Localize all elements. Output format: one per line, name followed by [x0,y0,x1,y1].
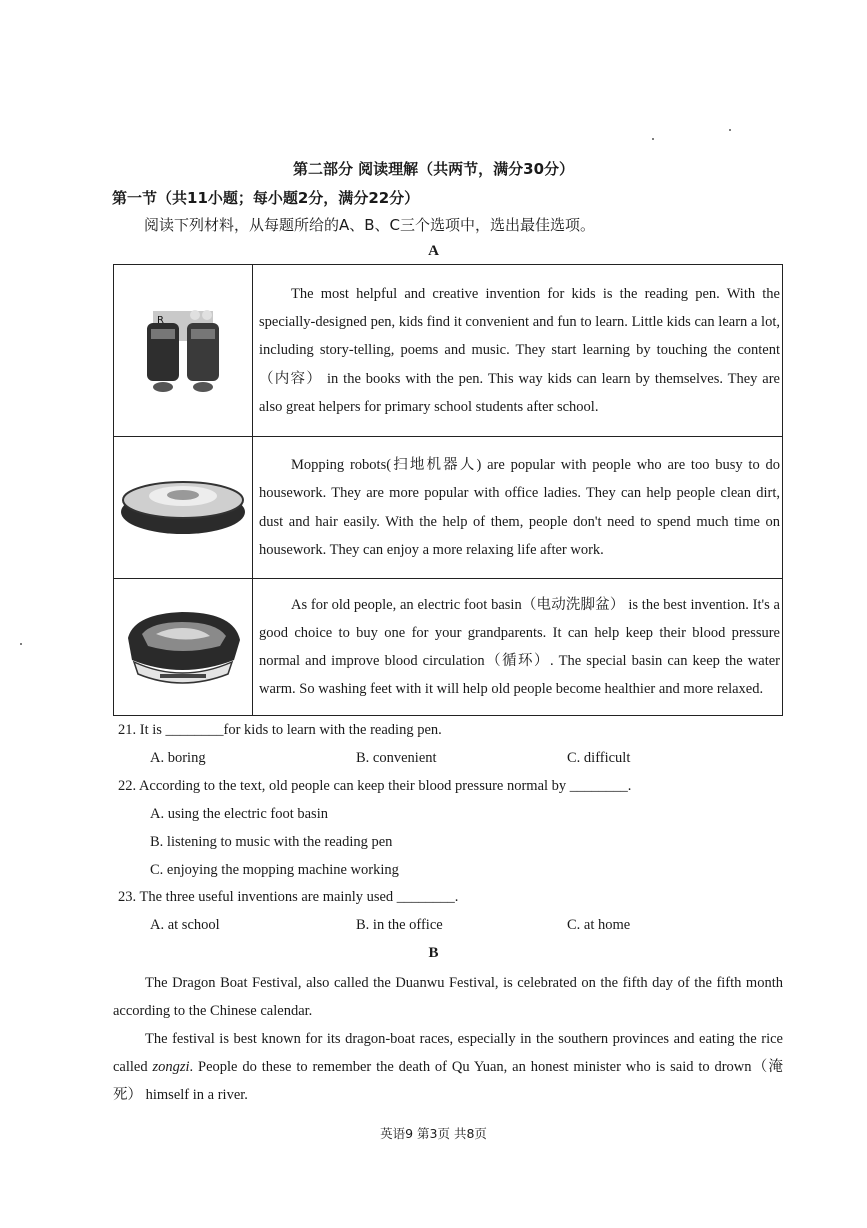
paragraph-text: . People do these to remember the death of Qu Yuan, an honest minister who is said to drown（淹死） himself in a river. [113,1059,783,1103]
table-row [114,437,783,579]
mopping-robot-text: Mopping robots(扫地机器人) are popular with people who are too busy to do housework. They are more popular with office ladies. They can help people clean dirt, dust and hair easily. With the help of them, people don't need to spend much time on housework. They can enjoy a more relaxing life after work. [259,457,780,558]
scan-speck [652,138,654,140]
option-21c: C. difficult [567,750,631,766]
option-21b: B. convenient [356,750,437,766]
image-cell [114,265,253,437]
foot-basin-text: As for old people, an electric foot basin（电动洗脚盆） is the best invention. It's a good choice to buy one for your grandparents. It can help keep their blood pressure normal and improve blood circulation（循环）. The special basin can keep the water warm. So washing feet with it will help old people become healthier and more relaxed. [259,596,780,698]
question-stem: According to the text, old people can keep their blood pressure normal by ________. [138,778,632,794]
part-title: 第二部分 阅读理解（共两节，满分30分） [292,160,575,178]
table-row [114,265,783,437]
option-23a: A. at school [150,917,220,933]
question-stem: The three useful inventions are mainly used ________. [139,889,459,905]
paragraph-text: The festival is best known for its dragon-boat races, especially in the southern provinces and eating the rice called [113,1031,783,1075]
reading-pen-icon [135,293,231,403]
image-cell [114,579,253,716]
question-21 [118,722,442,739]
foot-basin-icon [120,600,246,690]
mopping-robot-icon [118,470,248,540]
option-21a: A. boring [150,750,206,766]
question-number: 23. [118,889,137,905]
option-22c: C. enjoying the mopping machine working [150,862,399,878]
zongzi-term: zongzi [152,1059,190,1075]
passage-b-paragraph-2 [113,1025,783,1109]
passage-b-paragraph-1: The Dragon Boat Festival, also called the Duanwu Festival, is celebrated on the fifth day of the fifth month according to the Chinese calendar. [113,975,783,1019]
reading-pen-text: The most helpful and creative invention for kids is the reading pen. With the specially-designed pen, kids find it convenient and fun to learn. Little kids can learn a lot, including story-telling, poems and music. They start learning by touching the content（内容） in the books with the pen. This way kids can learn by themselves. They are also great helpers for primary school students after school. [259,285,780,415]
page-footer: 英语9 第3页 共8页 [380,1126,487,1141]
question-stem: It is ________for kids to learn with the reading pen. [139,722,442,738]
scan-speck [20,643,22,645]
table-row [114,579,783,716]
option-23b: B. in the office [356,917,443,933]
option-22b: B. listening to music with the reading pen [150,834,393,850]
question-number: 21. [118,722,137,738]
passage-a-label: A [428,243,439,259]
scan-speck [729,129,731,131]
question-23 [118,889,458,906]
passage-b-label: B [428,945,439,961]
mopping-robot-description [253,437,783,579]
option-23c: C. at home [567,917,631,933]
image-cell [114,437,253,579]
option-22a: A. using the electric foot basin [150,806,328,822]
foot-basin-description [253,579,783,716]
question-number: 22. [118,778,137,794]
inventions-table [113,264,783,716]
svg-text:R: R [157,315,164,326]
reading-pen-description [253,265,783,437]
question-22 [118,778,631,795]
section-title: 第一节（共11小题；每小题2分，满分22分） [112,189,420,207]
instruction-text: 阅读下列材料，从每题所给的A、B、C三个选项中，选出最佳选项。 [144,216,596,234]
